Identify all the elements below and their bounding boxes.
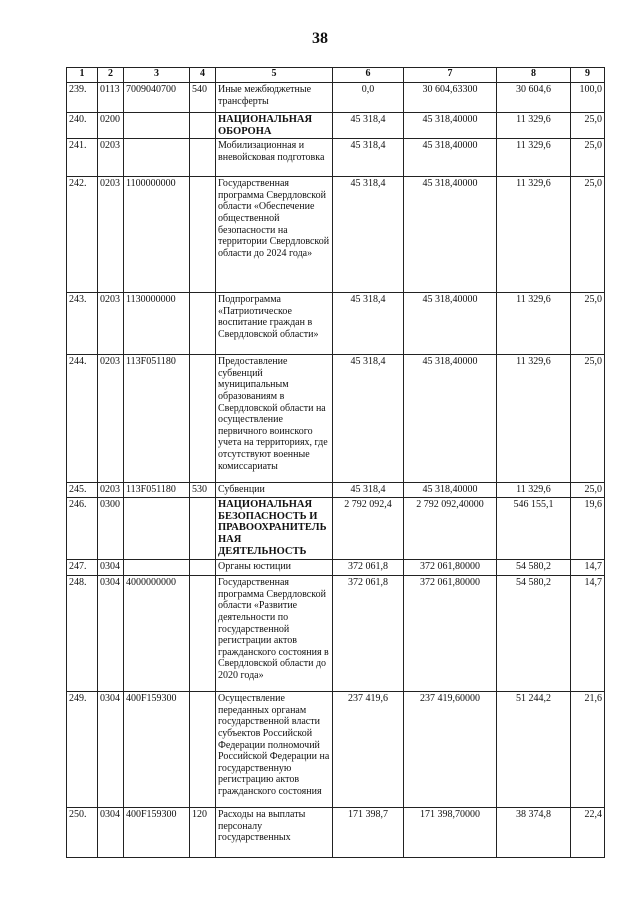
row-number: 247. <box>67 560 98 576</box>
row-number: 240. <box>67 113 98 139</box>
value-col-9: 25,0 <box>571 293 605 355</box>
value-col-6: 237 419,6 <box>333 692 404 808</box>
section-code: 0203 <box>98 355 124 483</box>
item-name: Осуществление переданных органам государственной власти субъектов Российской Федерации полномочий Российской Федерации на государственную регистрацию актов гражданского состояния <box>216 692 333 808</box>
target-item-code: 1130000000 <box>124 293 190 355</box>
value-col-8: 51 244,2 <box>497 692 571 808</box>
value-col-7: 372 061,80000 <box>404 560 497 576</box>
row-number: 243. <box>67 293 98 355</box>
row-number: 245. <box>67 483 98 498</box>
target-item-code: 113F051180 <box>124 483 190 498</box>
value-col-8: 11 329,6 <box>497 177 571 293</box>
section-code: 0200 <box>98 113 124 139</box>
item-name: Государственная программа Свердловской области «Развитие деятельности по государственной регистрации актов гражданского состояния в Свердловской области до 2020 года» <box>216 576 333 692</box>
item-name: Государственная программа Свердловской области «Обеспечение общественной безопасности на территории Свердловской области до 2024 года» <box>216 177 333 293</box>
table-row <box>67 483 605 498</box>
value-col-9: 14,7 <box>571 560 605 576</box>
table-row <box>67 355 605 483</box>
target-item-code: 7009040700 <box>124 83 190 113</box>
value-col-9: 25,0 <box>571 139 605 177</box>
expense-type-code: 540 <box>190 83 216 113</box>
value-col-9: 22,4 <box>571 808 605 858</box>
item-name: НАЦИОНАЛЬНАЯ БЕЗОПАСНОСТЬ И ПРАВООХРАНИТЕЛЬНАЯ ДЕЯТЕЛЬНОСТЬ <box>216 498 333 560</box>
column-header: 4 <box>190 68 216 83</box>
expense-type-code <box>190 293 216 355</box>
target-item-code <box>124 139 190 177</box>
value-col-8: 11 329,6 <box>497 139 571 177</box>
item-name: Субвенции <box>216 483 333 498</box>
section-code: 0304 <box>98 576 124 692</box>
expense-type-code <box>190 560 216 576</box>
table-row <box>67 498 605 560</box>
value-col-9: 25,0 <box>571 113 605 139</box>
section-code: 0203 <box>98 139 124 177</box>
value-col-7: 45 318,40000 <box>404 113 497 139</box>
value-col-6: 45 318,4 <box>333 483 404 498</box>
expense-type-code: 120 <box>190 808 216 858</box>
item-name: Мобилизационная и вневойсковая подготовка <box>216 139 333 177</box>
section-code: 0304 <box>98 808 124 858</box>
value-col-9: 25,0 <box>571 355 605 483</box>
value-col-8: 54 580,2 <box>497 576 571 692</box>
value-col-7: 45 318,40000 <box>404 483 497 498</box>
table-header-row <box>67 68 605 83</box>
section-code: 0113 <box>98 83 124 113</box>
row-number: 239. <box>67 83 98 113</box>
section-code: 0203 <box>98 483 124 498</box>
value-col-9: 25,0 <box>571 483 605 498</box>
value-col-8: 30 604,6 <box>497 83 571 113</box>
column-header: 1 <box>67 68 98 83</box>
target-item-code <box>124 498 190 560</box>
item-name: НАЦИОНАЛЬНАЯ ОБОРОНА <box>216 113 333 139</box>
value-col-7: 237 419,60000 <box>404 692 497 808</box>
section-code: 0304 <box>98 692 124 808</box>
table-row <box>67 293 605 355</box>
column-header: 8 <box>497 68 571 83</box>
target-item-code: 1100000000 <box>124 177 190 293</box>
budget-table <box>66 67 605 858</box>
value-col-9: 14,7 <box>571 576 605 692</box>
table-row <box>67 177 605 293</box>
column-header: 3 <box>124 68 190 83</box>
value-col-8: 11 329,6 <box>497 113 571 139</box>
value-col-6: 372 061,8 <box>333 576 404 692</box>
table-row <box>67 83 605 113</box>
section-code: 0203 <box>98 177 124 293</box>
value-col-8: 11 329,6 <box>497 293 571 355</box>
value-col-6: 45 318,4 <box>333 139 404 177</box>
row-number: 249. <box>67 692 98 808</box>
table-row <box>67 560 605 576</box>
expense-type-code <box>190 113 216 139</box>
expense-type-code <box>190 355 216 483</box>
section-code: 0203 <box>98 293 124 355</box>
table-row <box>67 139 605 177</box>
table-row <box>67 113 605 139</box>
target-item-code: 4000000000 <box>124 576 190 692</box>
table-row <box>67 808 605 858</box>
value-col-6: 2 792 092,4 <box>333 498 404 560</box>
item-name: Органы юстиции <box>216 560 333 576</box>
value-col-7: 372 061,80000 <box>404 576 497 692</box>
column-header: 2 <box>98 68 124 83</box>
target-item-code <box>124 560 190 576</box>
value-col-6: 45 318,4 <box>333 177 404 293</box>
row-number: 241. <box>67 139 98 177</box>
value-col-6: 372 061,8 <box>333 560 404 576</box>
row-number: 244. <box>67 355 98 483</box>
value-col-8: 11 329,6 <box>497 355 571 483</box>
column-header: 9 <box>571 68 605 83</box>
expense-type-code <box>190 177 216 293</box>
value-col-9: 100,0 <box>571 83 605 113</box>
page-number: 38 <box>312 30 328 47</box>
value-col-7: 45 318,40000 <box>404 355 497 483</box>
value-col-6: 45 318,4 <box>333 113 404 139</box>
column-header: 7 <box>404 68 497 83</box>
section-code: 0304 <box>98 560 124 576</box>
item-name: Предоставление субвенций муниципальным образованиям в Свердловской области на осуществление первичного воинского учета на территориях, где отсутствуют военные комиссариаты <box>216 355 333 483</box>
value-col-9: 25,0 <box>571 177 605 293</box>
value-col-8: 38 374,8 <box>497 808 571 858</box>
expense-type-code <box>190 498 216 560</box>
item-name: Иные межбюджетные трансферты <box>216 83 333 113</box>
row-number: 250. <box>67 808 98 858</box>
item-name: Подпрограмма «Патриотическое воспитание граждан в Свердловской области» <box>216 293 333 355</box>
value-col-8: 54 580,2 <box>497 560 571 576</box>
value-col-7: 2 792 092,40000 <box>404 498 497 560</box>
row-number: 242. <box>67 177 98 293</box>
target-item-code: 400F159300 <box>124 692 190 808</box>
value-col-6: 45 318,4 <box>333 355 404 483</box>
expense-type-code <box>190 692 216 808</box>
value-col-8: 11 329,6 <box>497 483 571 498</box>
table-body <box>67 83 605 858</box>
value-col-9: 21,6 <box>571 692 605 808</box>
value-col-7: 30 604,63300 <box>404 83 497 113</box>
target-item-code <box>124 113 190 139</box>
target-item-code: 400F159300 <box>124 808 190 858</box>
value-col-7: 45 318,40000 <box>404 177 497 293</box>
row-number: 248. <box>67 576 98 692</box>
value-col-7: 45 318,40000 <box>404 293 497 355</box>
column-header: 6 <box>333 68 404 83</box>
value-col-6: 45 318,4 <box>333 293 404 355</box>
table-row <box>67 692 605 808</box>
table-row <box>67 576 605 692</box>
value-col-7: 45 318,40000 <box>404 139 497 177</box>
expense-type-code <box>190 576 216 692</box>
value-col-7: 171 398,70000 <box>404 808 497 858</box>
expense-type-code: 530 <box>190 483 216 498</box>
target-item-code: 113F051180 <box>124 355 190 483</box>
item-name: Расходы на выплаты персоналу государственных <box>216 808 333 858</box>
expense-type-code <box>190 139 216 177</box>
section-code: 0300 <box>98 498 124 560</box>
value-col-6: 0,0 <box>333 83 404 113</box>
value-col-9: 19,6 <box>571 498 605 560</box>
value-col-6: 171 398,7 <box>333 808 404 858</box>
value-col-8: 546 155,1 <box>497 498 571 560</box>
column-header: 5 <box>216 68 333 83</box>
row-number: 246. <box>67 498 98 560</box>
